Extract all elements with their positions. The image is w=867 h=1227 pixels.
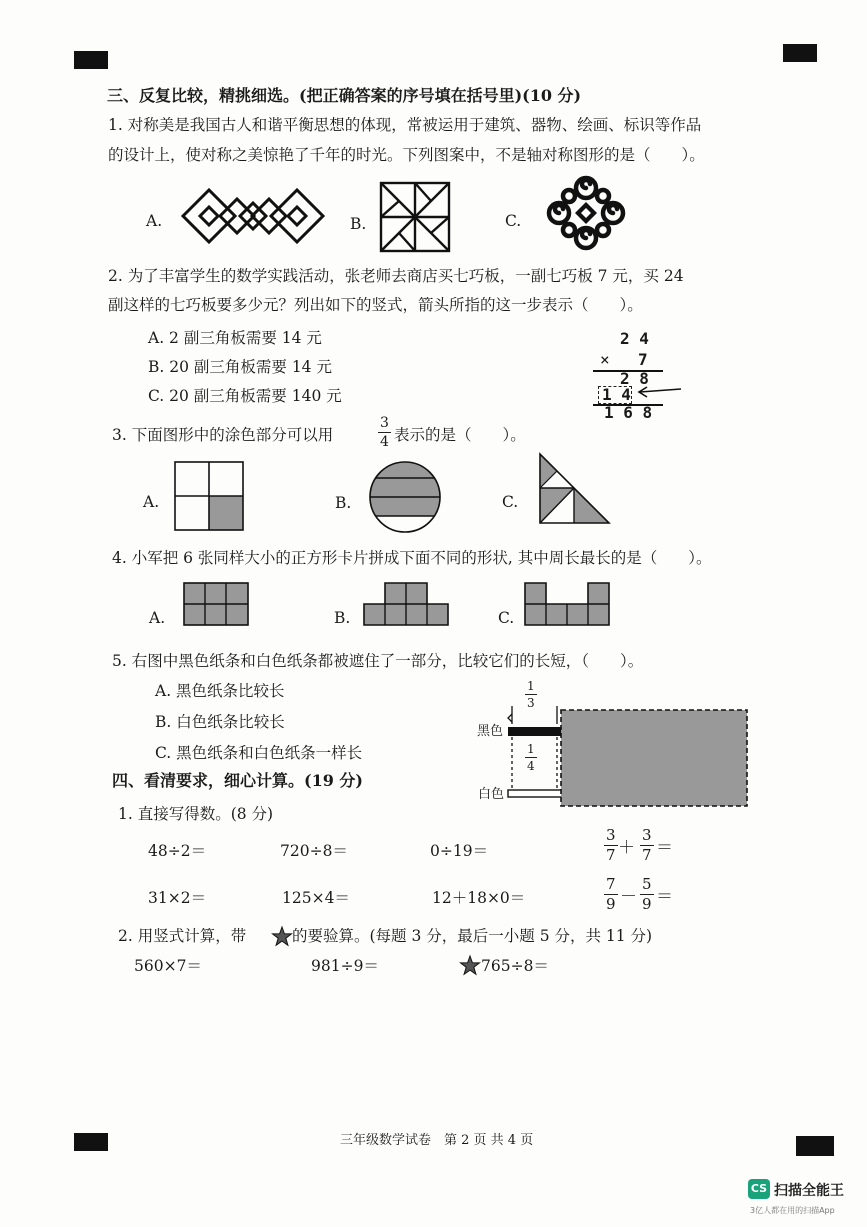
q1-line1: 1. 对称美是我国古人和谐平衡思想的体现，常被运用于建筑、器物、绘画、标识等作品 — [108, 116, 702, 134]
fraction-numerator: 3 — [606, 826, 616, 844]
q5-text: 5. 右图中黑色纸条和白色纸条都被遮住了一部分，比较它们的长短，（ ）。 — [112, 652, 644, 670]
registration-mark — [783, 44, 817, 62]
q4-option-a: A. — [149, 609, 166, 627]
q4-option-b: B. — [334, 609, 351, 627]
pinwheel-pattern — [379, 181, 451, 253]
scanner-tagline: 3亿人都在用的扫描App — [750, 1206, 835, 1215]
calc-row1: 2 8 — [620, 369, 649, 388]
q2-line1: 2. 为了丰富学生的数学实践活动，张老师去商店买七巧板，一副七巧板 7 元，买 24 — [108, 267, 684, 285]
s4-q2-text-before: 2. 用竖式计算，带 — [118, 927, 247, 945]
top-fraction — [525, 680, 537, 709]
fraction-denominator: 9 — [642, 895, 652, 913]
fraction-a — [604, 877, 618, 912]
fraction-b — [640, 828, 654, 863]
mental-calc-item: 31×2＝ — [148, 889, 207, 907]
white-strip-label: 白色 — [478, 787, 505, 802]
q2-line2: 副这样的七巧板要多少元？列出如下的竖式，箭头所指的这一步表示（ ）。 — [108, 296, 643, 314]
q3-option-b: B. — [335, 494, 352, 512]
fraction-numerator: 7 — [606, 875, 616, 893]
q2-option-a: A. 2 副三角板需要 14 元 — [148, 329, 322, 347]
mental-calc-item: 0÷19＝ — [430, 842, 489, 860]
q4-option-c: C. — [498, 609, 515, 627]
q1-option-c: C. — [505, 212, 522, 230]
q3-text-before: 3. 下面图形中的涂色部分可以用 — [112, 426, 334, 444]
fraction-equals: ＝ — [656, 838, 673, 858]
scanner-app-name: 扫描全能王 — [774, 1183, 844, 1199]
fraction-numerator: 1 — [527, 742, 535, 756]
calc-multiplier: 7 — [638, 350, 648, 369]
fraction-denominator: 9 — [606, 895, 616, 913]
registration-mark — [74, 51, 108, 69]
fraction-operator: ＋ — [618, 838, 635, 858]
section4-title: 四、看清要求，细心计算。(19 分) — [112, 771, 363, 790]
triangle-shaded — [538, 452, 612, 526]
shape-b-pyramid-squares — [363, 582, 449, 626]
fraction-numerator: 5 — [642, 875, 652, 893]
q5-option-a: A. 黑色纸条比较长 — [155, 682, 285, 700]
written-calc-item: 560×7＝ — [134, 957, 202, 975]
mental-calc-item: 48÷2＝ — [148, 842, 207, 860]
fraction-b — [640, 877, 654, 912]
fraction-denominator: 7 — [642, 846, 652, 864]
arrow-icon — [634, 385, 682, 399]
q2-option-c: C. 20 副三角板需要 140 元 — [148, 387, 342, 405]
section3-title: 三、反复比较，精挑细选。(把正确答案的序号填在括号里)(10 分) — [107, 86, 582, 105]
fraction-denominator: 7 — [606, 846, 616, 864]
mental-calc-item: 720÷8＝ — [280, 842, 348, 860]
cs-logo-icon: CS — [748, 1179, 770, 1199]
fraction-denominator: 4 — [380, 434, 389, 450]
calc-result: 1 6 8 — [604, 403, 653, 422]
q1-option-b: B. — [350, 215, 367, 233]
page-footer: 三年级数学试卷 第 2 页 共 4 页 — [340, 1133, 534, 1148]
q1-option-a: A. — [146, 212, 163, 230]
s4-q1-title: 1. 直接写得数。(8 分) — [118, 805, 274, 823]
ornamental-pattern — [543, 172, 629, 254]
black-strip-label: 黑色 — [477, 724, 504, 739]
registration-mark — [796, 1136, 834, 1156]
fraction-denominator: 4 — [527, 759, 535, 773]
mental-calc-item: 12＋18×0＝ — [432, 889, 526, 907]
q5-option-b: B. 白色纸条比较长 — [155, 713, 285, 731]
written-calc-item: 981÷9＝ — [311, 957, 379, 975]
fraction-numerator: 1 — [527, 679, 535, 693]
shape-c-u-squares — [524, 582, 610, 626]
q5-option-c: C. 黑色纸条和白色纸条一样长 — [155, 744, 363, 762]
fraction-numerator: 3 — [380, 415, 389, 431]
diamond-chain-pattern — [178, 185, 328, 247]
q4-text: 4. 小军把 6 张同样大小的正方形卡片拼成下面不同的形状, 其中周长最长的是（ ）。 — [112, 549, 712, 567]
fraction-a — [604, 828, 618, 863]
scanner-watermark — [748, 1177, 862, 1223]
q3-option-c: C. — [502, 493, 519, 511]
calc-top: 2 4 — [620, 329, 649, 348]
q3-text-after: 表示的是（ ）。 — [394, 426, 526, 444]
fraction-denominator: 3 — [527, 696, 535, 710]
fraction-operator: － — [620, 887, 637, 907]
q3-option-a: A. — [143, 493, 160, 511]
fraction-equals: ＝ — [656, 887, 673, 907]
shape-a-2x3-squares — [183, 582, 249, 626]
calc-multiply-sign: × — [600, 350, 610, 369]
star-icon — [272, 927, 292, 946]
calc-row2: 1 4 — [602, 385, 631, 404]
square-quarter-shaded — [174, 461, 244, 531]
star-icon — [460, 956, 480, 975]
q2-option-b: B. 20 副三角板需要 14 元 — [148, 358, 332, 376]
circle-strips-shaded — [368, 460, 442, 534]
strips-and-cover — [505, 706, 749, 810]
s4-q2-text-after: 的要验算。(每题 3 分，最后一小题 5 分，共 11 分) — [292, 927, 653, 945]
written-calc-item: 765÷8＝ — [481, 957, 549, 975]
q3-fraction — [378, 416, 391, 449]
q1-line2: 的设计上，使对称之美惊艳了千年的时光。下列图案中，不是轴对称图形的是（ ）。 — [108, 146, 705, 164]
mental-calc-item: 125×4＝ — [282, 889, 350, 907]
registration-mark — [74, 1133, 108, 1151]
fraction-numerator: 3 — [642, 826, 652, 844]
